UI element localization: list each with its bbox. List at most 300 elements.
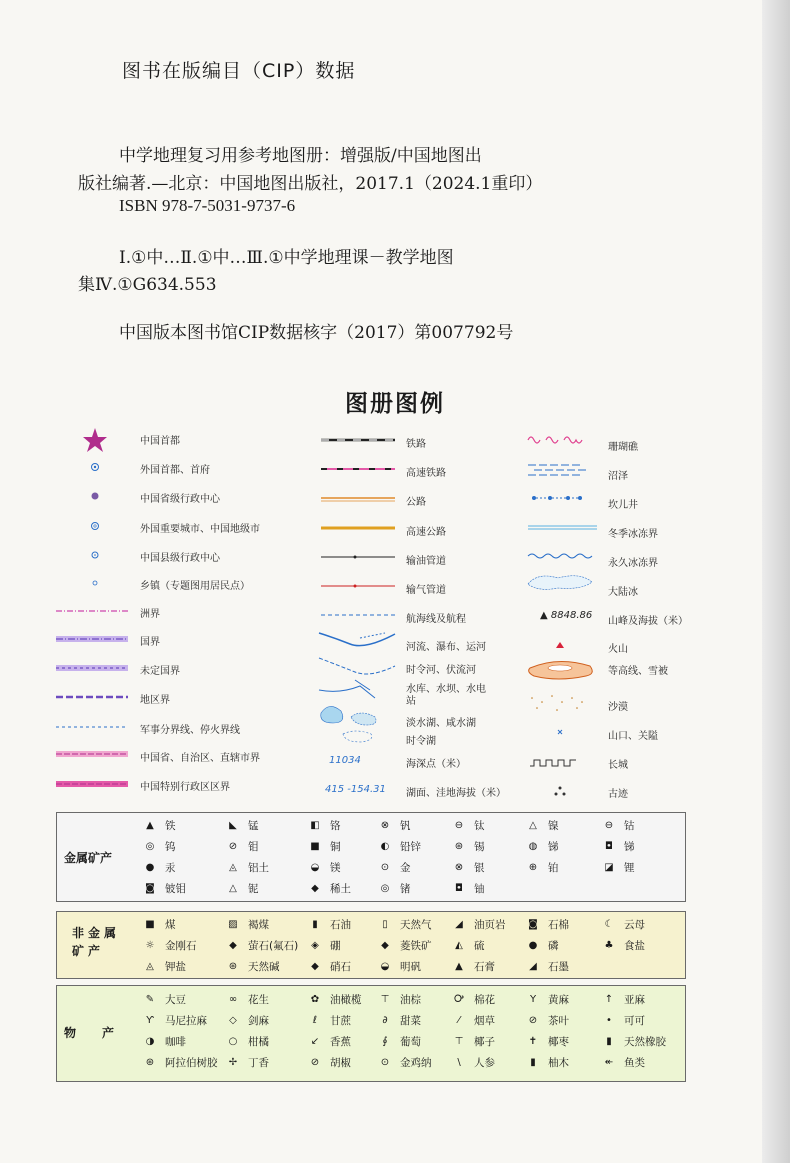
metal-item-label: 铬 xyxy=(330,820,341,832)
legend-col1-symbols xyxy=(50,425,140,805)
nonmetal-item-label: 硼 xyxy=(330,940,341,952)
nonmetal-symbol-icon: ♣ xyxy=(604,940,614,951)
cip-line-5: 集Ⅳ.①G634.553 xyxy=(78,275,217,295)
metal-symbol-icon: ⊖ xyxy=(604,820,614,831)
products-item xyxy=(378,1055,432,1070)
metal-item xyxy=(226,860,269,875)
products-item xyxy=(378,1034,421,1049)
legend-road: 公路 xyxy=(406,497,426,508)
legend-seasonal-lake: 时令湖 xyxy=(406,736,436,747)
legend-town: 乡镇（专题图用居民点） xyxy=(140,581,250,592)
products-symbol-icon: ∮ xyxy=(382,1036,388,1047)
legend-continent-border: 洲界 xyxy=(140,609,160,620)
products-item xyxy=(308,1013,351,1028)
metal-item xyxy=(602,860,635,875)
metal-symbol-icon: ◪ xyxy=(604,862,614,873)
products-item xyxy=(226,992,269,1007)
nonmetal-item xyxy=(226,959,280,974)
metal-symbol-icon: △ xyxy=(229,883,237,894)
products-item xyxy=(526,1034,569,1049)
legend-pass: 山口、关隘 xyxy=(608,731,658,742)
nonmetal-item xyxy=(308,959,351,974)
metal-item-label: 铅锌 xyxy=(400,841,421,853)
products-symbol-icon: ✎ xyxy=(145,994,155,1005)
metal-item-label: 铀 xyxy=(474,883,485,895)
products-symbol-icon: ⊤ xyxy=(454,1036,464,1047)
metal-item xyxy=(226,839,259,854)
desert-icon xyxy=(531,695,583,711)
metal-item-label: 银 xyxy=(474,862,485,874)
legend-peak: 山峰及海拔（米） xyxy=(608,616,688,627)
legend-ice-sheet: 大陆冰 xyxy=(608,587,638,598)
coral-reef-icon xyxy=(528,437,582,443)
metal-item-label: 锑 xyxy=(548,841,559,853)
products-item-label: 阿拉伯树胶 xyxy=(165,1057,218,1069)
products-item xyxy=(452,992,495,1007)
province-capital-icon xyxy=(92,493,99,500)
metal-symbol-icon: ◬ xyxy=(229,862,237,873)
cip-isbn: ISBN 978-7-5031-9737-6 xyxy=(119,196,296,215)
nonmetal-item-label: 云母 xyxy=(624,919,645,931)
products-item xyxy=(143,992,186,1007)
products-item xyxy=(143,1013,207,1028)
nonmetal-item xyxy=(308,938,341,953)
nonmetal-symbol-icon: ⊛ xyxy=(228,961,238,972)
nonmetal-item-label: 石墨 xyxy=(548,961,569,973)
products-symbol-icon: ⊘ xyxy=(310,1057,320,1068)
legend-undetermined-border: 未定国界 xyxy=(140,666,180,677)
metal-symbol-icon: ⊕ xyxy=(528,862,538,873)
metal-item-label: 锂 xyxy=(624,862,635,874)
metal-symbol-icon: ⊛ xyxy=(454,841,464,852)
products-symbol-icon: \ xyxy=(457,1057,461,1068)
nonmetal-symbol-icon: ◒ xyxy=(380,961,390,972)
metal-item-label: 稀土 xyxy=(330,883,351,895)
products-item-label: 柚木 xyxy=(548,1057,569,1069)
metal-item xyxy=(308,881,351,896)
metal-item xyxy=(452,839,485,854)
products-item-label: 大豆 xyxy=(165,994,186,1006)
town-icon xyxy=(93,581,97,585)
products-symbol-icon: Ƴ xyxy=(146,1015,154,1026)
seasonal-river-icon xyxy=(319,658,395,674)
peak-sample: ▲ 8848.86 xyxy=(540,610,593,621)
products-symbol-icon: • xyxy=(606,1015,612,1026)
karez-icon xyxy=(532,496,582,500)
pass-icon xyxy=(558,730,562,734)
nonmetal-symbol-icon: ◢ xyxy=(455,919,463,930)
metal-item xyxy=(143,860,176,875)
products-symbol-icon: Y xyxy=(529,994,537,1005)
nonmetal-symbol-icon: ◢ xyxy=(529,961,537,972)
products-item-label: 胡椒 xyxy=(330,1057,351,1069)
products-item xyxy=(602,992,645,1007)
products-item-label: 椰枣 xyxy=(548,1036,569,1048)
legend-city: 外国重要城市、中国地级市 xyxy=(140,524,260,535)
metal-item xyxy=(226,881,259,896)
products-item-label: 黄麻 xyxy=(548,994,569,1006)
products-item-label: 棉花 xyxy=(474,994,495,1006)
metal-item-label: 钒 xyxy=(400,820,411,832)
products-item xyxy=(143,1034,186,1049)
products-item-label: 油橄榄 xyxy=(330,994,362,1006)
metal-item-label: 汞 xyxy=(165,862,176,874)
lake-icon xyxy=(321,706,343,723)
metal-item xyxy=(143,818,176,833)
nonmetal-item-label: 菱铁矿 xyxy=(400,940,432,952)
metal-minerals-label: 金属矿产 xyxy=(64,851,113,865)
products-item xyxy=(308,1055,351,1070)
metal-item-label: 铝土 xyxy=(248,862,269,874)
metal-item xyxy=(602,818,635,833)
nonmetal-item xyxy=(378,938,432,953)
legend-volcano: 火山 xyxy=(608,644,628,655)
nonmetal-item-label: 明矾 xyxy=(400,961,421,973)
metal-item-label: 钛 xyxy=(474,820,485,832)
nonmetal-symbol-icon: ◭ xyxy=(455,940,463,951)
legend-sar-border: 中国特别行政区区界 xyxy=(140,782,230,793)
products-item xyxy=(308,1034,351,1049)
volcano-icon xyxy=(556,642,564,648)
river-icon xyxy=(319,633,395,646)
metal-item-label: 镍 xyxy=(548,820,559,832)
nonmetal-item-label: 天然碱 xyxy=(248,961,280,973)
nonmetal-item xyxy=(526,938,559,953)
products-item xyxy=(308,992,362,1007)
nonmetal-item-label: 金刚石 xyxy=(165,940,197,952)
metal-symbol-icon: ◣ xyxy=(229,820,237,831)
metal-item xyxy=(143,839,176,854)
nonmetal-symbol-icon: ◙ xyxy=(528,919,538,930)
legend-col3-symbols-lower xyxy=(522,630,602,800)
metal-item xyxy=(452,818,485,833)
products-symbol-icon: ○ xyxy=(228,1036,238,1047)
metal-item xyxy=(526,839,559,854)
products-symbol-icon: ✿ xyxy=(310,994,320,1005)
capital-star-icon xyxy=(83,428,107,452)
metal-item-label: 钴 xyxy=(624,820,635,832)
reservoir-icon xyxy=(319,680,375,698)
metal-symbol-icon: ◐ xyxy=(380,841,390,852)
metal-item xyxy=(526,860,559,875)
metal-symbol-icon: ◎ xyxy=(380,883,390,894)
legend-winter-frost: 冬季冰冻界 xyxy=(608,529,658,540)
products-item xyxy=(378,1013,421,1028)
legend-river: 河流、瀑布、运河 xyxy=(406,642,486,653)
metal-symbol-icon: ◍ xyxy=(528,841,538,852)
metal-item-label: 铌 xyxy=(248,883,259,895)
products-item xyxy=(602,1013,645,1028)
cip-line-6: 中国版本图书馆CIP数据核字（2017）第007792号 xyxy=(119,323,514,343)
metal-item xyxy=(526,818,559,833)
products-symbol-icon: ⊙ xyxy=(380,1057,390,1068)
nonmetal-symbol-icon: ☼ xyxy=(145,940,155,951)
metal-item xyxy=(452,860,485,875)
products-item xyxy=(143,1055,218,1070)
metal-symbol-icon: ◘ xyxy=(605,841,613,852)
products-symbol-icon: ✢ xyxy=(228,1057,238,1068)
legend-oil-pipeline: 输油管道 xyxy=(406,556,446,567)
nonmetal-symbol-icon: ● xyxy=(528,940,538,951)
legend-contour: 等高线、雪被 xyxy=(608,666,668,677)
nonmetal-item xyxy=(226,917,269,932)
metal-symbol-icon: ◙ xyxy=(145,883,155,894)
nonmetal-item xyxy=(378,917,432,932)
permafrost-line xyxy=(528,554,592,558)
metal-item-label: 镁 xyxy=(330,862,341,874)
metal-item-label: 铂 xyxy=(548,862,559,874)
products-item-label: 亚麻 xyxy=(624,994,645,1006)
legend-military-line: 军事分界线、停火界线 xyxy=(140,725,240,736)
products-symbol-icon: ↞ xyxy=(604,1057,614,1068)
legend-province-border: 中国省、自治区、直辖市界 xyxy=(140,753,260,764)
nonmetal-item xyxy=(602,938,645,953)
metal-item xyxy=(226,818,259,833)
products-symbol-icon: ◑ xyxy=(145,1036,155,1047)
products-symbol-icon: ▮ xyxy=(530,1057,536,1068)
products-item-label: 葡萄 xyxy=(400,1036,421,1048)
city-icon xyxy=(92,523,99,530)
nonmetal-item-label: 硫 xyxy=(474,940,485,952)
products-symbol-icon: ⊤ xyxy=(380,994,390,1005)
legend-lake-alt: 湖面、洼地海拔（米） xyxy=(406,788,506,799)
metal-item xyxy=(378,818,411,833)
products-symbol-icon: ↙ xyxy=(310,1036,320,1047)
legend-county: 中国县级行政中心 xyxy=(140,553,220,564)
legend-province-capital: 中国省级行政中心 xyxy=(140,494,220,505)
products-symbol-icon: ↑ xyxy=(604,994,614,1005)
nonmetal-symbol-icon: ◬ xyxy=(146,961,154,972)
cip-line-2: 版社编著.—北京：中国地图出版社，2017.1（2024.1重印） xyxy=(78,174,543,194)
metal-symbol-icon: ● xyxy=(145,862,155,873)
metal-symbol-icon: ◘ xyxy=(455,883,463,894)
legend-relic: 古迹 xyxy=(608,789,628,800)
metal-symbol-icon: ⊘ xyxy=(228,841,238,852)
seasonal-lake-icon xyxy=(343,731,372,742)
products-item-label: 茶叶 xyxy=(548,1015,569,1027)
nonmetal-item xyxy=(452,917,506,932)
products-item-label: 金鸡纳 xyxy=(400,1057,432,1069)
metal-item-label: 锑 xyxy=(624,841,635,853)
nonmetal-symbol-icon: ▯ xyxy=(382,919,388,930)
legend-lake: 淡水湖、咸水湖 xyxy=(406,718,476,729)
nonmetal-item xyxy=(143,938,197,953)
nonmetal-symbol-icon: ◆ xyxy=(229,940,237,951)
metal-item-label: 铍钼 xyxy=(165,883,186,895)
metal-item xyxy=(308,839,341,854)
nonmetal-item xyxy=(143,917,176,932)
lake-alt-sample: 415 -154.31 xyxy=(325,784,386,795)
products-item-label: 可可 xyxy=(624,1015,645,1027)
legend-foreign-capital: 外国首都、首府 xyxy=(140,465,210,476)
products-symbol-icon: ∂ xyxy=(382,1015,388,1026)
products-symbol-icon: ✝ xyxy=(528,1036,538,1047)
cip-line-1: 中学地理复习用参考地图册：增强版/中国地图出 xyxy=(119,146,482,166)
metal-item xyxy=(378,860,411,875)
nonmetal-item xyxy=(226,938,298,953)
nonmetal-item xyxy=(526,959,569,974)
products-symbol-icon: ⊛ xyxy=(145,1057,155,1068)
products-item-label: 油棕 xyxy=(400,994,421,1006)
products-item-label: 柑橘 xyxy=(248,1036,269,1048)
nonmetal-item-label: 石膏 xyxy=(474,961,495,973)
nonmetal-item-label: 油页岩 xyxy=(474,919,506,931)
great-wall-icon xyxy=(530,760,576,766)
metal-symbol-icon: ⊙ xyxy=(380,862,390,873)
cip-line-4: Ⅰ.①中…Ⅱ.①中…Ⅲ.①中学地理课－教学地图 xyxy=(119,248,454,268)
products-item xyxy=(226,1034,269,1049)
legend-karez: 坎儿井 xyxy=(608,500,638,511)
products-item-label: 天然橡胶 xyxy=(624,1036,666,1048)
nonmetal-item-label: 萤石(氟石) xyxy=(248,940,299,952)
nonmetal-item-label: 褐煤 xyxy=(248,919,269,931)
products-item-label: 甜菜 xyxy=(400,1015,421,1027)
page-edge xyxy=(762,0,790,1163)
cip-title: 图书在版编目（CIP）数据 xyxy=(122,60,356,82)
products-symbol-icon: ⁄ xyxy=(458,1015,460,1026)
nonmetal-item-label: 石棉 xyxy=(548,919,569,931)
products-item xyxy=(452,1055,495,1070)
nonmetal-item-label: 天然气 xyxy=(400,919,432,931)
nonmetal-symbol-icon: ◆ xyxy=(381,940,389,951)
products-item-label: 甘蔗 xyxy=(330,1015,351,1027)
ice-sheet-icon xyxy=(528,576,592,590)
products-item xyxy=(226,1013,269,1028)
relic-icon xyxy=(555,787,566,796)
metal-item xyxy=(378,839,421,854)
nonmetal-symbol-icon: ☾ xyxy=(604,919,614,930)
nonmetal-symbol-icon: ◈ xyxy=(311,940,319,951)
legend-sea-depth: 海深点（米） xyxy=(406,759,466,770)
metal-item xyxy=(602,839,635,854)
metal-item xyxy=(143,881,186,896)
products-symbol-icon: ▮ xyxy=(606,1036,612,1047)
nonmetal-minerals-label: 非金属矿产 xyxy=(72,926,121,958)
products-item xyxy=(602,1055,645,1070)
metal-symbol-icon: ▲ xyxy=(146,820,154,831)
products-symbol-icon: Ꭴ xyxy=(454,994,464,1005)
nonmetal-item-label: 磷 xyxy=(548,940,559,952)
peak-sample-value: 8848.86 xyxy=(550,610,593,621)
metal-item-label: 铁 xyxy=(165,820,176,832)
nonmetal-item xyxy=(308,917,351,932)
nonmetal-symbol-icon: ◆ xyxy=(311,961,319,972)
metal-symbol-icon: ■ xyxy=(310,841,320,852)
nonmetal-item-label: 食盐 xyxy=(624,940,645,952)
products-item xyxy=(526,1013,569,1028)
metal-item-label: 金 xyxy=(400,862,411,874)
nonmetal-item-label: 煤 xyxy=(165,919,176,931)
metal-item-label: 锰 xyxy=(248,820,259,832)
nonmetal-symbol-icon: ▲ xyxy=(455,961,463,972)
metal-item-label: 钼 xyxy=(248,841,259,853)
legend-col2-symbols xyxy=(315,428,400,798)
products-item-label: 椰子 xyxy=(474,1036,495,1048)
nonmetal-item-label: 硝石 xyxy=(330,961,351,973)
nonmetal-item-label: 钾盐 xyxy=(165,961,186,973)
legend-reservoir: 水库、水坝、水电站 xyxy=(406,684,486,707)
legend-hsr: 高速铁路 xyxy=(406,468,446,479)
products-item xyxy=(226,1055,269,1070)
legend-desert: 沙漠 xyxy=(608,702,628,713)
products-item xyxy=(526,1055,569,1070)
legend-expressway: 高速公路 xyxy=(406,527,446,538)
legend-seasonal-river: 时令河、伏流河 xyxy=(406,665,476,676)
nonmetal-item xyxy=(452,938,485,953)
nonmetal-symbol-icon: ▮ xyxy=(312,919,318,930)
nonmetal-item xyxy=(452,959,495,974)
metal-item xyxy=(452,881,485,896)
nonmetal-item xyxy=(378,959,421,974)
metal-symbol-icon: ◒ xyxy=(310,862,320,873)
nonmetal-item xyxy=(143,959,186,974)
metal-item xyxy=(378,881,411,896)
metal-item-label: 铜 xyxy=(330,841,341,853)
products-symbol-icon: ◇ xyxy=(229,1015,237,1026)
metal-symbol-icon: ⊗ xyxy=(380,820,390,831)
legend-coral-reef: 珊瑚礁 xyxy=(608,442,638,453)
metal-symbol-icon: ◆ xyxy=(311,883,319,894)
metal-symbol-icon: △ xyxy=(529,820,537,831)
metal-symbol-icon: ◎ xyxy=(145,841,155,852)
metal-item xyxy=(308,860,341,875)
products-item-label: 鱼类 xyxy=(624,1057,645,1069)
legend-railway: 铁路 xyxy=(406,439,426,450)
products-item-label: 马尼拉麻 xyxy=(165,1015,207,1027)
products-item-label: 咖啡 xyxy=(165,1036,186,1048)
legend-gas-pipeline: 输气管道 xyxy=(406,585,446,596)
nonmetal-item-label: 石油 xyxy=(330,919,351,931)
products-item xyxy=(452,1034,495,1049)
products-item xyxy=(526,992,569,1007)
legend-great-wall: 长城 xyxy=(608,760,628,771)
legend-swamp: 沼泽 xyxy=(608,471,628,482)
legend-sea-route: 航海线及航程 xyxy=(406,614,466,625)
metal-item-label: 锡 xyxy=(474,841,485,853)
products-symbol-icon: ∞ xyxy=(228,994,238,1005)
products-symbol-icon: ℓ xyxy=(312,1015,318,1026)
nonmetal-item xyxy=(526,917,569,932)
legend-national-border: 国界 xyxy=(140,637,160,648)
metal-symbol-icon: ⊖ xyxy=(454,820,464,831)
nonmetal-item xyxy=(602,917,645,932)
legend-permafrost: 永久冰冻界 xyxy=(608,558,658,569)
products-item-label: 香蕉 xyxy=(330,1036,351,1048)
legend-capital: 中国首都 xyxy=(140,436,180,447)
nonmetal-symbol-icon: ▨ xyxy=(228,919,238,930)
swamp-icon xyxy=(528,465,588,475)
sea-depth-sample: 11034 xyxy=(329,755,361,766)
products-item-label: 花生 xyxy=(248,994,269,1006)
metal-symbol-icon: ⊗ xyxy=(454,862,464,873)
metal-symbol-icon: ◧ xyxy=(310,820,320,831)
products-item xyxy=(602,1034,666,1049)
products-item-label: 丁香 xyxy=(248,1057,269,1069)
products-label: 物产 xyxy=(64,1026,141,1040)
metal-item xyxy=(308,818,341,833)
products-item-label: 人参 xyxy=(474,1057,495,1069)
products-item-label: 烟草 xyxy=(474,1015,495,1027)
winter-frost-line xyxy=(528,526,597,529)
legend-regional-border: 地区界 xyxy=(140,695,170,706)
products-item xyxy=(378,992,421,1007)
metal-item-label: 钨 xyxy=(165,841,176,853)
metal-item-label: 锗 xyxy=(400,883,411,895)
products-item-label: 剑麻 xyxy=(248,1015,269,1027)
products-item xyxy=(452,1013,495,1028)
products-symbol-icon: ⊘ xyxy=(528,1015,538,1026)
nonmetal-symbol-icon: ■ xyxy=(145,919,155,930)
